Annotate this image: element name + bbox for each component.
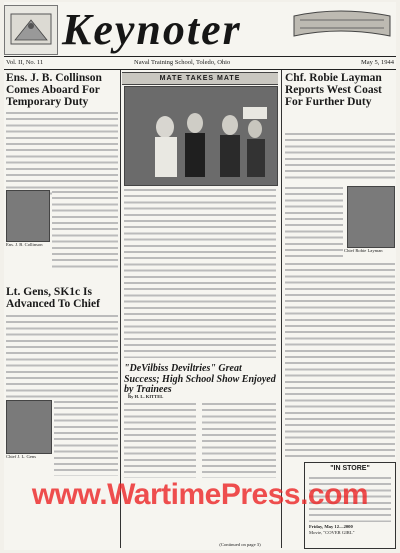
volume-number: Vol. II, No. 11 <box>6 59 44 66</box>
issue-date: May 5, 1944 <box>360 59 394 66</box>
left-column <box>6 72 118 195</box>
watermark-text: www.WartimePress.com <box>31 478 369 511</box>
right-article-body-bottom <box>285 262 395 458</box>
left-bottom-body <box>6 314 118 400</box>
center-banner: MATE TAKES MATE <box>122 72 278 85</box>
center-article-headline: "DeVilbiss Deviltries" Great Success; High School Show Enjoyed by Trainees <box>124 363 276 395</box>
wedding-photo <box>124 86 278 186</box>
column-divider-right <box>281 70 282 548</box>
right-article-body-top <box>285 132 395 182</box>
collinson-photo <box>6 190 50 242</box>
masthead <box>4 2 396 54</box>
wedding-article-body <box>124 188 276 358</box>
right-headline: Chf. Robie Layman Reports West Coast For Further Duty <box>285 72 382 109</box>
gens-photo <box>6 400 52 454</box>
school-emblem <box>4 5 58 55</box>
center-article-byline: By H. L. KITTEL <box>128 394 164 399</box>
dateline <box>4 56 396 70</box>
left-top-headline: Ens. J. B. Collinson Comes Aboard For Temporary Duty <box>6 72 102 109</box>
newspaper-page <box>4 2 396 550</box>
in-store-line-1: Friday, May 12—2000 <box>309 524 353 529</box>
center-article-body-left <box>124 402 196 478</box>
collinson-caption: Ens. J. B. Collinson <box>6 242 43 247</box>
left-top-body-continued <box>52 190 118 268</box>
column-divider-left <box>120 70 121 548</box>
masthead-flag-graphic <box>290 6 394 46</box>
newspaper-title: Keynoter <box>62 5 242 54</box>
center-article-body-right <box>202 402 276 478</box>
right-article-body-left <box>285 186 343 258</box>
in-store-title: "IN STORE" <box>330 465 370 472</box>
layman-caption: Chief Robie Layman <box>344 248 383 253</box>
left-bottom-headline: Lt. Gens, SK1c Is Advanced To Chief <box>6 286 100 311</box>
left-bottom-body-continued <box>54 400 118 476</box>
in-store-line-2: Movie, "COVER GIRL" <box>309 530 355 536</box>
gens-caption: Chief J. L. Gens <box>6 454 36 459</box>
school-name: Naval Training School, Toledo, Ohio <box>134 59 231 66</box>
layman-photo <box>347 186 395 248</box>
left-top-body <box>6 111 118 195</box>
center-article-continued: (Continued on page 3) <box>219 542 261 547</box>
